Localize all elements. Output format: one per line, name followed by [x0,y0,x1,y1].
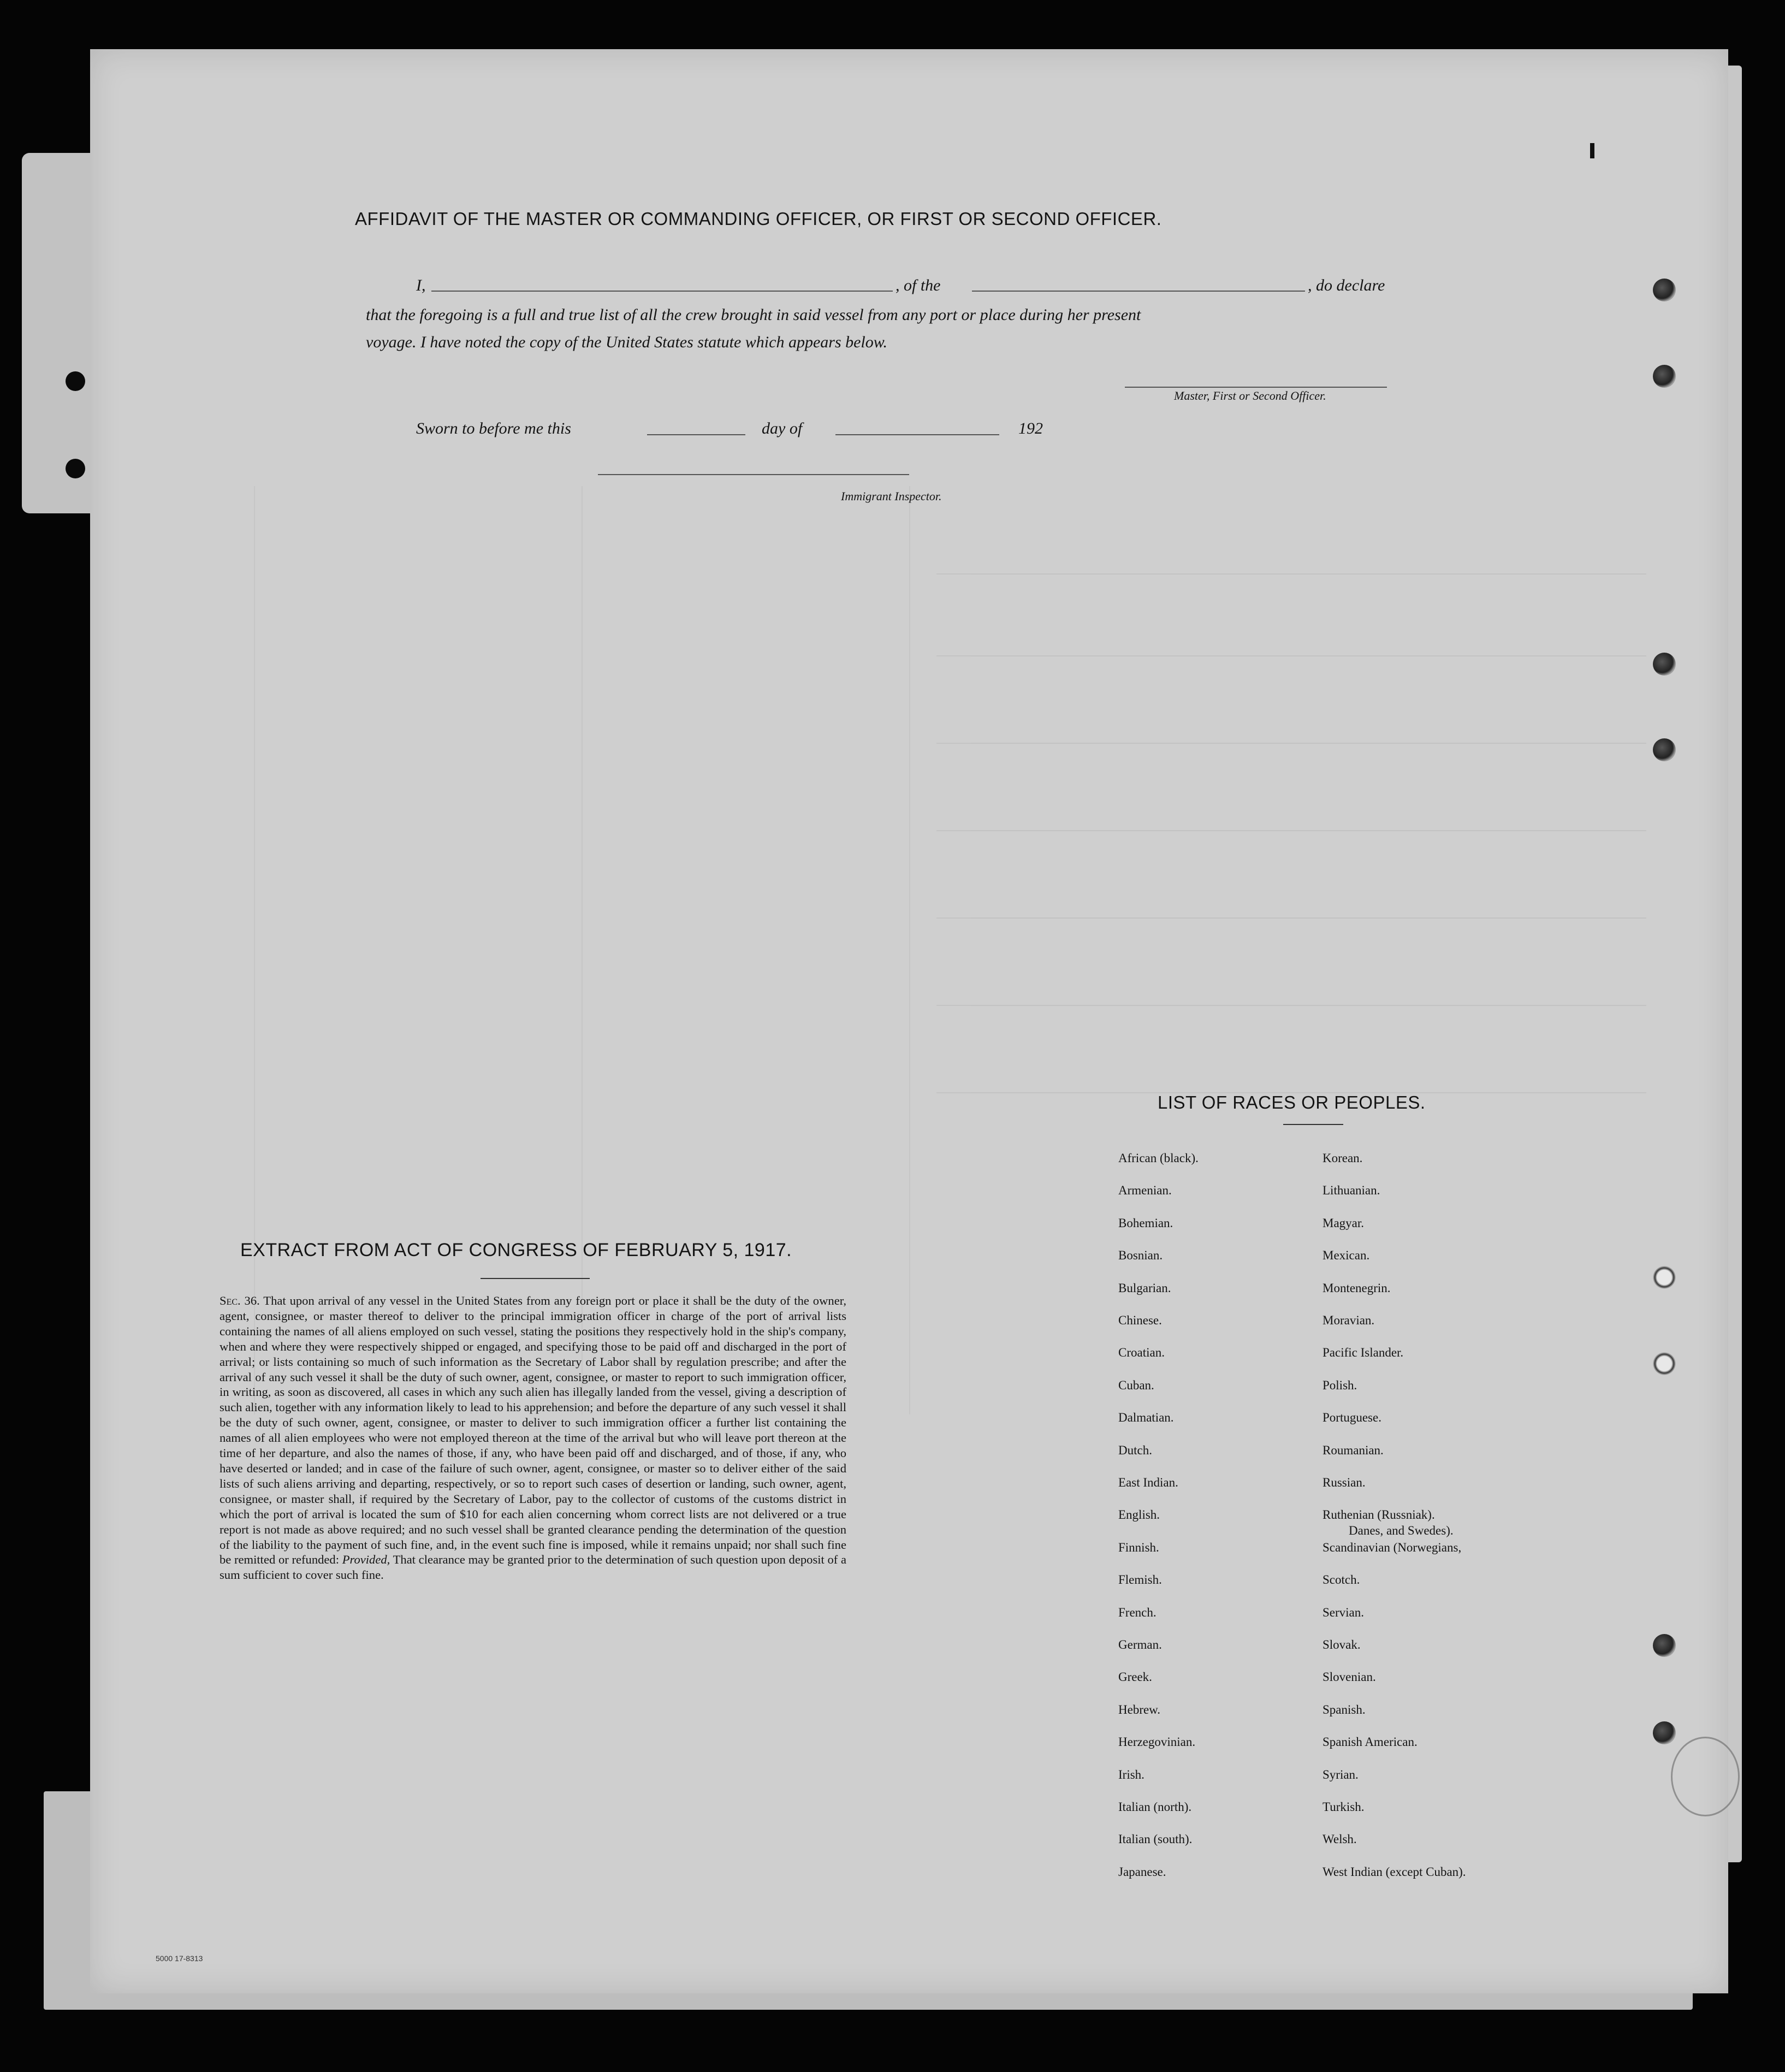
race-item: Syrian. [1323,1767,1359,1781]
race-item: Chinese. [1118,1313,1162,1327]
race-item: Italian (north). [1118,1800,1192,1814]
binding-hole [66,371,85,391]
race-item: Ruthenian (Russniak). [1323,1508,1435,1522]
affidavit-line3: voyage. I have noted the copy of the United States statute which appears below. [366,333,888,351]
race-item: Bohemian. [1118,1216,1173,1230]
statute-text [220,1293,846,1583]
punch-hole [1653,279,1676,301]
race-item: Korean. [1323,1151,1363,1165]
race-item: Russian. [1323,1476,1366,1489]
affidavit-declare: , do declare [1308,276,1385,294]
form-page [90,49,1728,1993]
race-item: Slovenian. [1323,1670,1376,1684]
punch-hole [1653,1721,1676,1744]
vessel-name-field[interactable] [972,291,1305,292]
statute-body-end: That clearance may be granted prior to the determination of such question upon deposit of a sum sufficient to cover such fine. [220,1553,846,1582]
punch-hole [1653,653,1676,676]
race-item: English. [1118,1508,1160,1522]
race-item: Irish. [1118,1767,1144,1781]
races-title-rule [1283,1124,1343,1125]
race-item: Turkish. [1323,1800,1365,1814]
race-item: Portuguese. [1323,1411,1381,1425]
race-item: Italian (south). [1118,1832,1193,1846]
race-item: Hebrew. [1118,1702,1161,1716]
race-item: Greek. [1118,1670,1152,1684]
extract-title-rule [481,1278,590,1279]
affidavit-title: AFFIDAVIT OF THE MASTER OR COMMANDING OFFICER, OR FIRST OR SECOND OFFICER. [355,209,1162,229]
punch-hole [1653,1634,1676,1657]
race-item: Welsh. [1323,1832,1357,1846]
race-item: Dalmatian. [1118,1411,1174,1425]
signature-label: Master, First or Second Officer. [1174,389,1326,402]
punch-hole [1653,1352,1676,1375]
race-item: Spanish. [1323,1702,1366,1716]
day-of-text: day of [762,419,803,437]
race-item: Montenegrin. [1323,1281,1391,1295]
year-text: 192 [1018,419,1043,437]
race-item: Mexican. [1323,1248,1370,1263]
race-item: Cuban. [1118,1378,1154,1392]
inspector-label: Immigrant Inspector. [841,489,942,503]
race-item: East Indian. [1118,1476,1178,1489]
race-item: French. [1118,1605,1157,1619]
race-item: Magyar. [1323,1216,1365,1230]
race-item: Croatian. [1118,1346,1165,1360]
race-item: Armenian. [1118,1183,1172,1198]
bleed-through [90,49,1728,1993]
binding-hole [66,459,85,478]
race-item: Bulgarian. [1118,1281,1171,1295]
sworn-month-field[interactable] [835,434,999,435]
race-item: Finnish. [1118,1540,1159,1554]
affidavit-of-the: , of the [896,276,941,294]
statute-body: That upon arrival of any vessel in the United States from any foreign port or place it shall be the duty of the owner, agent, consignee, or master thereof to deliver to the principal immigration officer in charge of the port of arrival lists containing the names of all aliens employed on such vessel, stating the positions they respectively hold in the ship's company, when and where they were respectively shipped or engaged, and specifying those to be paid off and discharged in the port of arrival; or lists containing so much of such information as the Secretary of Labor shall by regulation prescribe; and after the arrival of any such vessel it shall be the duty of such owner, agent, consignee, or master to report to such immigration officer, in writing, as soon as discovered, all cases in which any such alien has illegally landed from the vessel, giving a description of such alien, together with any information likely to lead to his apprehension; and before the departure of any such vessel it shall be the duty of such owner, agent, consignee, or master to deliver to such immigration officer a further list containing the names of all alien employees who were not employed thereon at the time of the arrival but who will leave port thereon at the time of her departure, and also the names of those, if any, who have been paid off and discharged, and of those, if any, who have deserted or landed; and in case of the failure of such owner, agent, consignee, or master so to deliver either of the said lists of such aliens arriving and departing, respectively, or so to report such cases of desertion or landing, such owner, agent, consignee, or master shall, if required by the Secretary of Labor, pay to the collector of customs of the customs district in which the port of arrival is located the sum of $10 for each alien concerning whom correct lists are not delivered or a true report is not made as above required; and no such vessel shall be granted clearance pending the determination of the question of the liability to the payment of such fine, and, in the event such fine is imposed, while it remains unpaid; nor shall such fine be remitted or refunded: [220,1294,846,1567]
officer-name-field[interactable] [431,291,893,292]
inspector-signature-line[interactable] [598,474,909,475]
race-item: Moravian. [1323,1313,1375,1327]
race-item: Slovak. [1323,1638,1361,1651]
sworn-day-field[interactable] [647,434,745,435]
race-item: Polish. [1323,1378,1357,1392]
punch-hole [1653,365,1676,388]
race-item: Lithuanian. [1323,1183,1380,1198]
race-item: Spanish American. [1323,1735,1418,1749]
punch-hole [1653,738,1676,761]
section-label: Sec. 36. [220,1294,260,1307]
race-item: Scotch. [1323,1573,1360,1587]
race-item-continuation: Danes, and Swedes). [1349,1524,1454,1537]
race-item: West Indian (except Cuban). [1323,1864,1466,1879]
race-item: Scandinavian (Norwegians, [1323,1540,1462,1554]
print-code: 5000 17-8313 [156,1954,203,1963]
race-item: Pacific Islander. [1323,1346,1404,1360]
ink-mark [1590,143,1594,158]
race-item: Japanese. [1118,1864,1166,1879]
statute-provided: Provided, [342,1553,390,1567]
race-item: Roumanian. [1323,1443,1384,1457]
sworn-text: Sworn to before me this [416,419,571,437]
races-title: LIST OF RACES OR PEOPLES. [1158,1092,1426,1112]
race-item: Herzegovinian. [1118,1735,1196,1749]
race-item: Bosnian. [1118,1248,1163,1263]
punch-hole [1653,1266,1676,1289]
race-item: Flemish. [1118,1573,1162,1587]
race-item: Servian. [1323,1605,1365,1619]
stamp [1671,1737,1740,1816]
extract-title: EXTRACT FROM ACT OF CONGRESS OF FEBRUARY 5, 1917. [240,1240,792,1260]
race-item: Dutch. [1118,1443,1152,1457]
race-item: African (black). [1118,1151,1199,1165]
affidavit-i: I, [416,276,426,294]
race-item: German. [1118,1638,1162,1651]
affidavit-line2: that the foregoing is a full and true list of all the crew brought in said vessel from any port or place during her present [366,306,1141,324]
signature-line[interactable] [1125,387,1387,388]
